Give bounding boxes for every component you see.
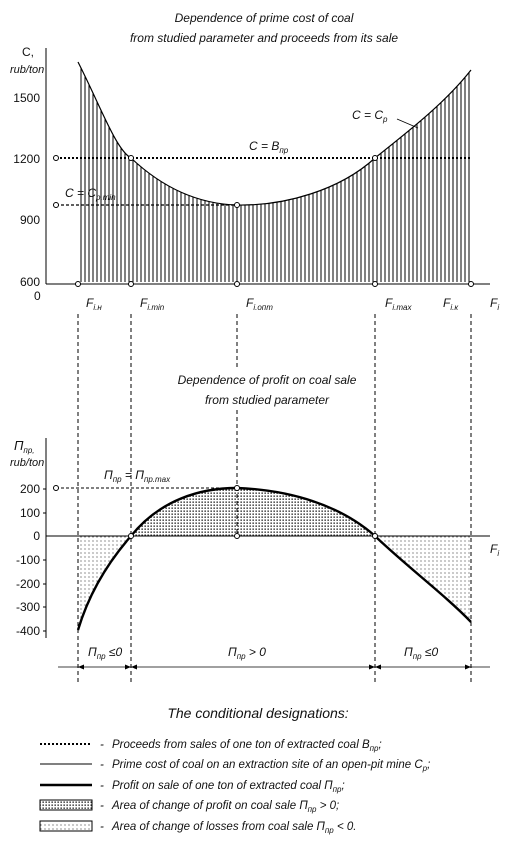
profit-chart-title-line1: Dependence of profit on coal sale <box>177 373 357 387</box>
cost-chart-title-line2: from studied parameter and proceeds from its sale <box>129 31 399 45</box>
legend-title: The conditional designations: <box>167 705 349 721</box>
profit-y-label-line1: $П_{пр,}$ <box>14 438 35 455</box>
cost-y-label-line2: rub/ton <box>10 64 45 76</box>
cost-curve-label: $C = C_p$ <box>352 108 388 124</box>
legend-item-proceeds: Proceeds from sales of one ton of extracted coal $B_{пр}$; <box>112 739 382 753</box>
profit-y-tick: 200 <box>19 482 40 496</box>
profit-y-tick: -400 <box>15 624 40 638</box>
legend-item-profit: Profit on sale of one ton of extracted coal $П_{пр}$; <box>112 780 345 794</box>
x-point-label: $F_{i.max}$ <box>385 296 412 312</box>
profit-y-tick: 100 <box>19 506 40 520</box>
profit-chart <box>10 373 499 670</box>
x-axis-point <box>373 282 378 287</box>
legend-item-loss-area: Area of change of losses from coal sale $П_{пр} < 0$. <box>112 821 357 835</box>
legend-swatch-loss-area <box>40 821 92 831</box>
legend-dash: - <box>100 739 104 751</box>
x-axis-point <box>235 282 240 287</box>
legend <box>40 705 430 835</box>
loss-area-left <box>78 536 131 630</box>
legend-dash: - <box>100 759 104 771</box>
cost-y-tick: 600 <box>19 275 40 289</box>
min-cost-axis-marker <box>54 203 59 208</box>
legend-dash: - <box>100 821 104 833</box>
legend-dash: - <box>100 800 104 812</box>
cost-origin-label: 0 <box>34 289 41 303</box>
legend-item-profit-area: Area of change of profit on coal sale $П_{пр} > 0$; <box>112 800 340 814</box>
legend-item-cost: Prime cost of coal on an extraction site of an open-pit mine $C_p$; <box>112 759 431 773</box>
profit-curve-point <box>373 534 378 539</box>
legend-dash: - <box>100 780 104 792</box>
cost-curve-point <box>373 156 378 161</box>
x-axis-point <box>129 282 134 287</box>
cost-y-tick: 900 <box>19 213 40 227</box>
cost-chart <box>10 11 499 312</box>
profit-y-tick: -300 <box>15 600 40 614</box>
profit-y-label-line2: rub/ton <box>10 457 45 469</box>
cost-y-tick: 1500 <box>13 91 40 105</box>
cost-x-axis-label: $F_i$ <box>490 296 500 312</box>
x-point-label: $F_{i.опт}$ <box>246 296 273 312</box>
max-profit-axis-marker <box>54 486 59 491</box>
x-point-label: $F_{i.к}$ <box>443 296 459 312</box>
x-axis-point <box>469 282 474 287</box>
profit-x-axis-label: $F_i$ <box>490 542 500 558</box>
zone-label-left: $П_{пр} \le 0$ <box>88 645 123 661</box>
cost-y-label-line1: C, <box>22 45 34 59</box>
profit-curve-point <box>235 534 240 539</box>
x-axis-point <box>76 282 81 287</box>
profit-curve-point <box>129 534 134 539</box>
cost-curve-point <box>235 203 240 208</box>
cost-curve-label-leader <box>397 119 418 128</box>
profit-chart-title-line2: from studied parameter <box>204 393 330 407</box>
zone-label-right: $П_{пр} \le 0$ <box>404 645 439 661</box>
x-point-label: $F_{i.min}$ <box>140 296 165 312</box>
profit-y-tick: -100 <box>15 553 40 567</box>
proceeds-axis-marker <box>54 156 59 161</box>
proceeds-label: $C = B_{пр}$ <box>249 139 289 155</box>
profit-curve-point <box>235 486 240 491</box>
zone-label-middle: $П_{пр} > 0$ <box>228 645 266 661</box>
legend-swatch-profit-area <box>40 800 92 810</box>
cost-curve-point <box>129 156 134 161</box>
min-cost-label: $C = C_{p.min}$ <box>65 186 116 202</box>
cost-y-tick: 1200 <box>13 152 40 166</box>
max-profit-label: $П_{пр} = П_{пр.max}$ <box>104 468 171 484</box>
cost-area-hatch <box>78 62 471 282</box>
profit-y-tick: 0 <box>33 529 40 543</box>
cost-chart-title-line1: Dependence of prime cost of coal <box>174 11 354 25</box>
profit-y-tick: -200 <box>15 577 40 591</box>
x-point-label: $F_{i.н}$ <box>86 296 102 312</box>
